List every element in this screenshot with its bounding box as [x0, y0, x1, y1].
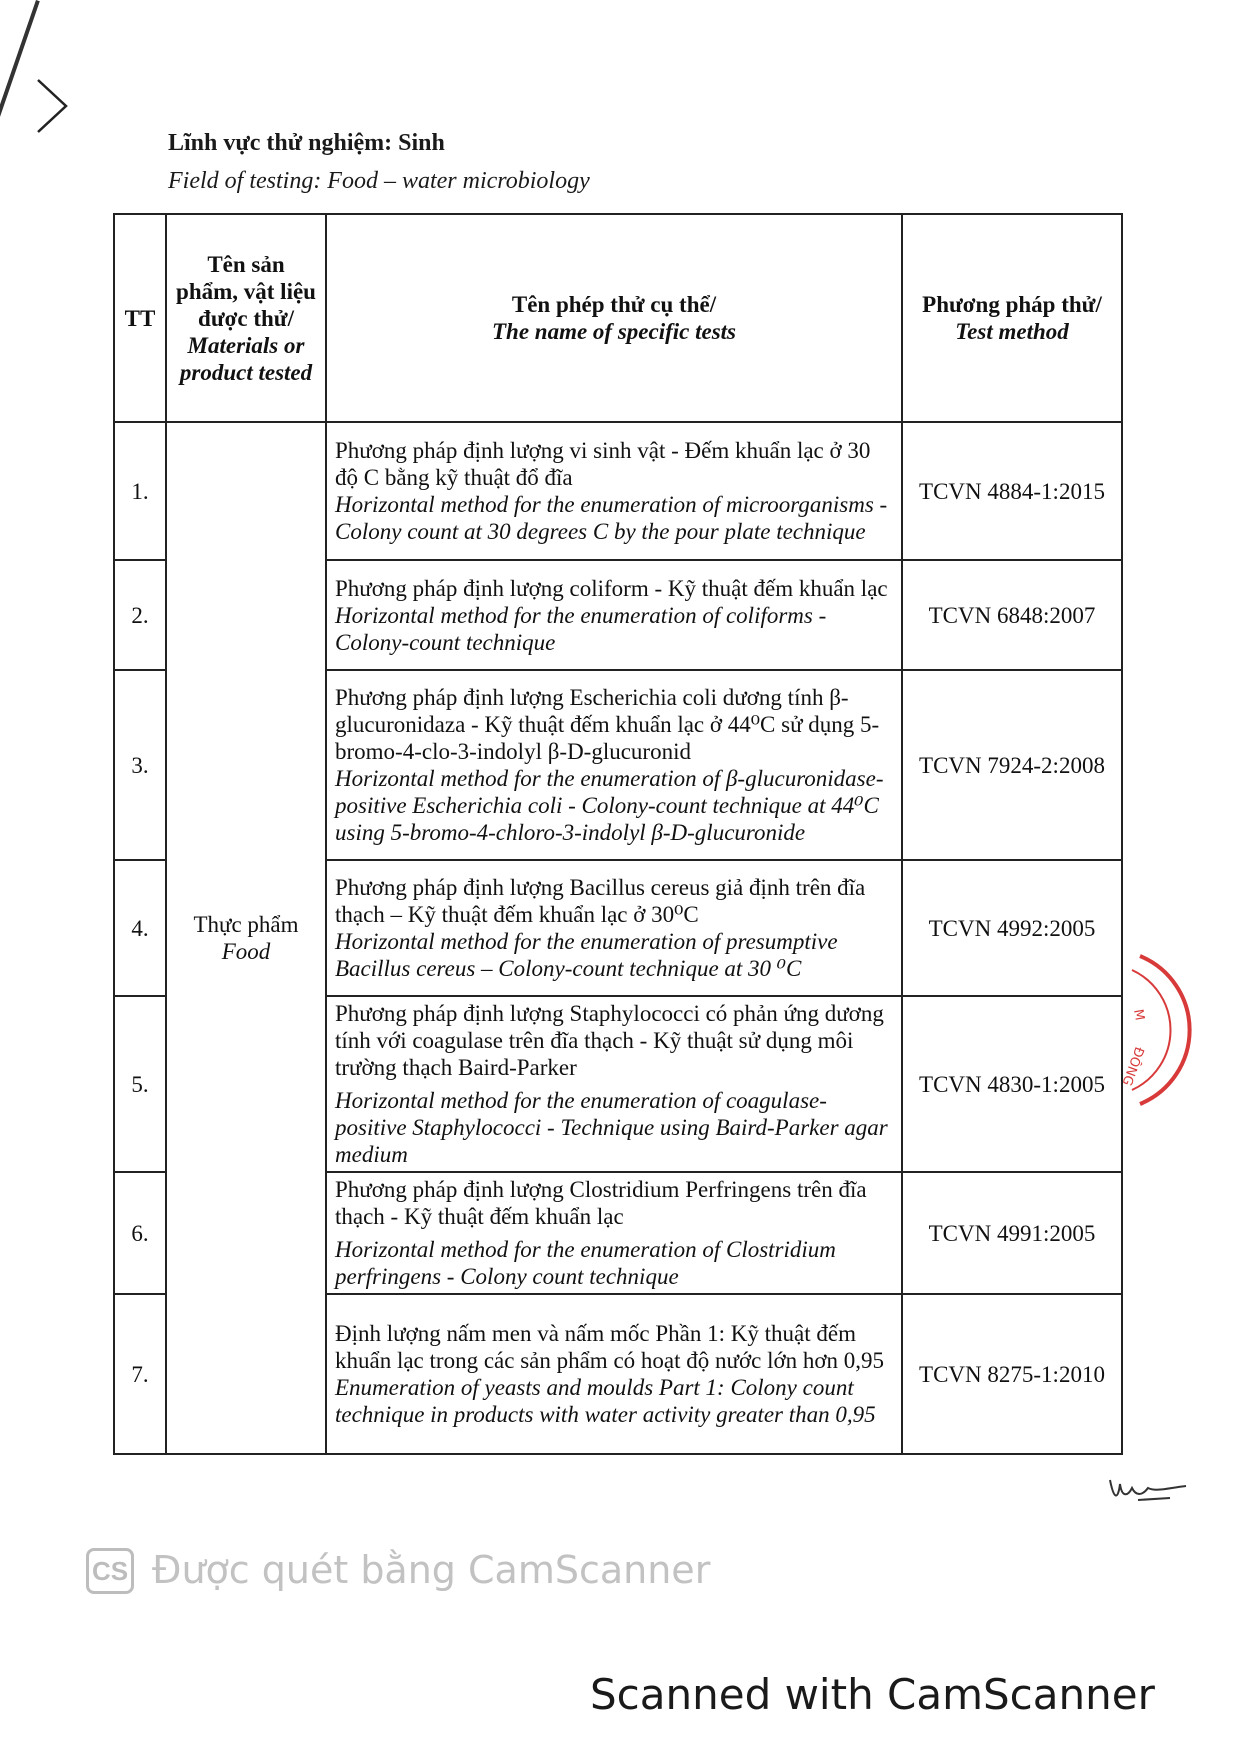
page-edge-shadow: [0, 0, 40, 276]
test-name-cell: Phương pháp định lượng vi sinh vật - Đếm khuẩn lạc ở 30 độ C bằng kỹ thuật đổ đĩa Horizontal method for the enumeration of microorganisms - Colony count at 30 degrees C by the pour plate technique: [326, 422, 902, 560]
row-number: 2.: [114, 560, 166, 670]
svg-text:ĐÔNG: ĐÔNG: [1118, 1044, 1147, 1088]
company-stamp: [1118, 950, 1188, 1110]
table-header-row: [114, 214, 1122, 422]
test-name-cell: Định lượng nấm men và nấm mốc Phần 1: Kỹ thuật đếm khuẩn lạc trong các sản phẩm có hoạt độ nước lớn hơn 0,95 Enumeration of yeasts and moulds Part 1: Colony count technique in products with water activity greater than 0,95: [326, 1294, 902, 1454]
footer-watermark: Scanned with CamScanner: [590, 1670, 1155, 1719]
camscanner-logo: CS: [86, 1548, 134, 1594]
test-name-cell: Phương pháp định lượng Bacillus cereus giả định trên đĩa thạch – Kỹ thuật đếm khuẩn lạc ở 30⁰C Horizontal method for the enumeration of presumptive Bacillus cereus – Colony-count technique at 30 ⁰C: [326, 860, 902, 996]
camscanner-watermark: Được quét bằng CamScanner: [152, 1548, 711, 1592]
row-number: 6.: [114, 1172, 166, 1294]
method-cell: TCVN 4884-1:2015: [902, 422, 1122, 560]
method-cell: TCVN 7924-2:2008: [902, 670, 1122, 860]
row-number: 3.: [114, 670, 166, 860]
row-number: 4.: [114, 860, 166, 996]
header-test: Tên phép thử cụ thể/ The name of specific tests: [326, 214, 902, 422]
table-row: [114, 422, 1122, 560]
chevron-right-icon: [34, 76, 70, 136]
method-cell: TCVN 4991:2005: [902, 1172, 1122, 1294]
test-name-cell: Phương pháp định lượng coliform - Kỹ thuật đếm khuẩn lạc Horizontal method for the enumeration of coliforms - Colony-count technique: [326, 560, 902, 670]
test-name-cell: Phương pháp định lượng Escherichia coli dương tính β-glucuronidaza - Kỹ thuật đếm khuẩn lạc ở 44⁰C sử dụng 5-bromo-4-clo-3-indolyl β-D-glucuronid Horizontal method for the enumeration of β-glucuronidase-positive Escherichia coli - Colony-count technique at 44⁰C using 5-bromo-4-chloro-3-indolyl β-D-glucuronide: [326, 670, 902, 860]
method-cell: TCVN 4830-1:2005: [902, 996, 1122, 1172]
method-cell: TCVN 6848:2007: [902, 560, 1122, 670]
page-subheading: Field of testing: Food – water microbiology: [168, 168, 590, 194]
test-name-cell: Phương pháp định lượng Clostridium Perfringens trên đĩa thạch - Kỹ thuật đếm khuẩn lạc Horizontal method for the enumeration of Clostridium perfringens - Colony count technique: [326, 1172, 902, 1294]
header-product: Tên sản phẩm, vật liệu được thử/ Materials or product tested: [166, 214, 326, 422]
signature: [1108, 1470, 1198, 1510]
header-method: Phương pháp thử/ Test method: [902, 214, 1122, 422]
page-heading: Lĩnh vực thử nghiệm: Sinh: [168, 130, 445, 156]
row-number: 7.: [114, 1294, 166, 1454]
method-cell: TCVN 4992:2005: [902, 860, 1122, 996]
row-number: 5.: [114, 996, 166, 1172]
method-cell: TCVN 8275-1:2010: [902, 1294, 1122, 1454]
test-table: [113, 213, 1123, 1455]
category-cell: Thực phẩm Food: [166, 422, 326, 1454]
svg-text:M: M: [1130, 1008, 1147, 1022]
test-name-cell: Phương pháp định lượng Staphylococci có phản ứng dương tính với coagulase trên đĩa thạch - Kỹ thuật sử dụng môi trường thạch Baird-Parker Horizontal method for the enumeration of coagulase-positive Staphylococci - Technique using Baird-Parker agar medium: [326, 996, 902, 1172]
header-tt: TT: [114, 214, 166, 422]
row-number: 1.: [114, 422, 166, 560]
